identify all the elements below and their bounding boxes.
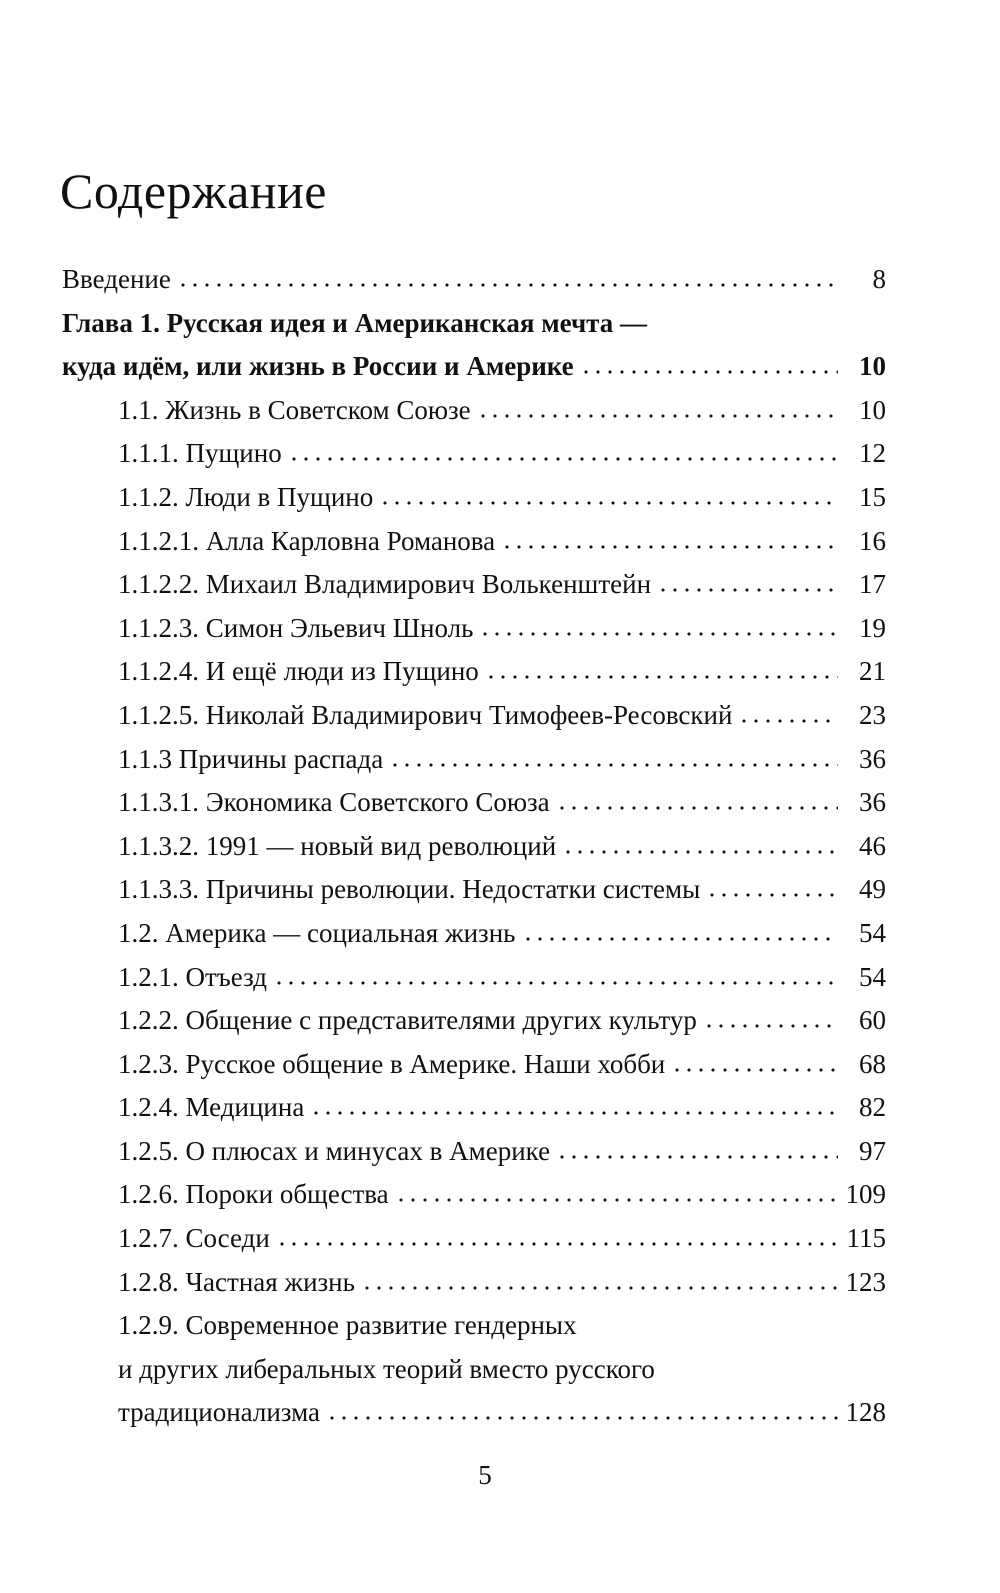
toc-entry-title: и других либеральных теорий вместо русского: [118, 1353, 655, 1384]
toc-entry-line: [62, 607, 886, 651]
toc-entry-title: 1.2.3. Русское общение в Америке. Наши хобби: [118, 1048, 666, 1079]
toc-entry-page: 109: [845, 1179, 886, 1210]
toc-entry-line: [62, 781, 886, 825]
dot-leader: [501, 544, 838, 550]
toc-entry-page: 19: [859, 612, 886, 643]
toc-entry: [62, 607, 886, 651]
toc-entry-page: 54: [859, 961, 886, 992]
toc-entry-title: 1.1.3.2. 1991 — новый вид революций: [118, 830, 557, 861]
toc-entry: [62, 868, 886, 912]
dot-leader: [389, 762, 838, 768]
toc-entry-title: 1.1.3 Причины распада: [118, 743, 384, 774]
dot-leader: [395, 1197, 838, 1203]
toc-entry-page: 8: [872, 264, 886, 294]
toc-entry-page: 97: [859, 1135, 886, 1166]
toc-entry-page: 82: [859, 1092, 886, 1123]
toc-entry-line: [62, 432, 886, 476]
toc-entry-title: 1.2.4. Медицина: [118, 1092, 305, 1123]
toc-entry-title: 1.1.2.1. Алла Карловна Романова: [118, 525, 496, 556]
dot-leader: [706, 892, 838, 898]
toc-entry: [62, 389, 886, 433]
toc-entry-line: [62, 1130, 886, 1174]
toc-entry-line: [62, 912, 886, 956]
dot-leader: [671, 1067, 838, 1073]
toc-entry-title: 1.1.2.5. Николай Владимирович Тимофеев-Ресовский: [118, 699, 733, 730]
toc-entry: [62, 1130, 886, 1174]
toc-entry-line: [62, 1173, 886, 1217]
table-of-contents: [62, 258, 886, 1435]
toc-entry-page: 128: [845, 1397, 886, 1428]
toc-entry-line: [62, 389, 886, 433]
toc-entry-title: 1.2.8. Частная жизнь: [118, 1266, 355, 1297]
toc-entry-title: 1.1. Жизнь в Советском Союзе: [118, 394, 471, 425]
dot-leader: [657, 587, 838, 593]
toc-entry-title: 1.2.7. Соседи: [118, 1223, 270, 1254]
toc-entry-page: 15: [859, 481, 886, 512]
toc-entry-line: [62, 476, 886, 520]
dot-leader: [703, 1023, 838, 1029]
page-number: 5: [478, 1460, 492, 1490]
toc-entry-page: 10: [859, 351, 886, 382]
toc-entry-line: [62, 563, 886, 607]
toc-entry: [62, 302, 886, 389]
toc-entry-title: 1.1.3.3. Причины революции. Недостатки системы: [118, 874, 701, 905]
toc-entry-line: [62, 1261, 886, 1305]
toc-entry-page: 49: [859, 874, 886, 905]
toc-entry: [62, 1261, 886, 1305]
toc-entry-title: 1.2.6. Пороки общества: [118, 1179, 389, 1210]
toc-entry-title: 1.2.5. О плюсах и минусах в Америке: [118, 1135, 551, 1166]
toc-entry-title: Введение: [62, 264, 171, 294]
toc-entry: [62, 999, 886, 1043]
toc-entry-title: 1.2.2. Общение с представителями других культур: [118, 1005, 697, 1036]
page-title: Содержание: [60, 163, 327, 219]
toc-entry-title: 1.1.2. Люди в Пущино: [118, 481, 374, 512]
toc-entry-page: 46: [859, 830, 886, 861]
toc-entry-page: 36: [859, 787, 886, 818]
toc-entry-page: 123: [845, 1266, 886, 1297]
toc-entry: [62, 1217, 886, 1261]
toc-entry-line: [62, 258, 886, 302]
toc-entry-page: 115: [846, 1223, 886, 1254]
toc-entry-title: 1.1.1. Пущино: [118, 438, 282, 469]
toc-entry-page: 10: [859, 394, 886, 425]
toc-entry-line: [62, 956, 886, 1000]
toc-entry: [62, 825, 886, 869]
dot-leader: [361, 1285, 838, 1291]
toc-entry-page: 68: [859, 1048, 886, 1079]
toc-entry-page: 54: [859, 917, 886, 948]
dot-leader: [479, 631, 838, 637]
toc-entry-line: [62, 868, 886, 912]
toc-entry-page: 21: [859, 656, 886, 687]
toc-entry-line: [62, 302, 886, 346]
toc-entry: [62, 432, 886, 476]
dot-leader: [485, 674, 838, 680]
toc-entry-line: [62, 1348, 886, 1392]
toc-entry-title: куда идём, или жизнь в России и Америке: [62, 351, 574, 382]
dot-leader: [273, 980, 838, 986]
toc-entry: [62, 694, 886, 738]
toc-entry: [62, 520, 886, 564]
toc-entry-title: 1.2.9. Современное развитие гендерных: [118, 1310, 577, 1341]
toc-entry: [62, 1173, 886, 1217]
toc-entry-title: традиционализма: [118, 1397, 320, 1428]
toc-entry: [62, 912, 886, 956]
toc-entry: [62, 476, 886, 520]
toc-entry: [62, 563, 886, 607]
toc-entry-page: 60: [859, 1005, 886, 1036]
dot-leader: [477, 413, 838, 419]
toc-entry-line: [62, 694, 886, 738]
toc-entry-line: [62, 345, 886, 389]
toc-entry-line: [62, 1043, 886, 1087]
dot-leader: [556, 1154, 838, 1160]
dot-leader: [288, 456, 838, 462]
toc-entry-line: [62, 650, 886, 694]
toc-entry-line: [62, 520, 886, 564]
toc-entry: [62, 1304, 886, 1435]
toc-entry-title: 1.1.3.1. Экономика Советского Союза: [118, 787, 550, 818]
toc-entry: [62, 781, 886, 825]
dot-leader: [556, 805, 838, 811]
toc-entry: [62, 1043, 886, 1087]
toc-entry-title: 1.1.2.4. И ещё люди из Пущино: [118, 656, 479, 687]
dot-leader: [580, 369, 838, 375]
toc-entry-title: 1.1.2.2. Михаил Владимирович Волькенштейн: [118, 569, 652, 600]
toc-entry-line: [62, 825, 886, 869]
toc-entry-title: 1.2.1. Отъезд: [118, 961, 267, 992]
toc-entry-line: [62, 999, 886, 1043]
toc-entry: [62, 1086, 886, 1130]
toc-entry-line: [62, 1304, 886, 1348]
toc-entry-title: Глава 1. Русская идея и Американская мечта —: [62, 307, 648, 338]
dot-leader: [177, 282, 838, 288]
dot-leader: [522, 936, 839, 942]
toc-entry-title: 1.2. Америка — социальная жизнь: [118, 917, 516, 948]
dot-leader: [326, 1415, 838, 1421]
dot-leader: [310, 1110, 838, 1116]
toc-entry-page: 17: [859, 569, 886, 600]
dot-leader: [276, 1241, 838, 1247]
toc-entry: [62, 650, 886, 694]
dot-leader: [379, 500, 838, 506]
toc-entry: [62, 258, 886, 302]
toc-entry-page: 36: [859, 743, 886, 774]
toc-entry-line: [62, 1391, 886, 1435]
toc-entry: [62, 738, 886, 782]
toc-entry-page: 23: [859, 699, 886, 730]
dot-leader: [738, 718, 838, 724]
toc-entry-title: 1.1.2.3. Симон Эльевич Шноль: [118, 612, 474, 643]
toc-entry-line: [62, 738, 886, 782]
toc-entry-line: [62, 1086, 886, 1130]
dot-leader: [562, 849, 838, 855]
toc-entry-line: [62, 1217, 886, 1261]
toc-entry: [62, 956, 886, 1000]
toc-entry-page: 12: [859, 438, 886, 469]
toc-entry-page: 16: [859, 525, 886, 556]
